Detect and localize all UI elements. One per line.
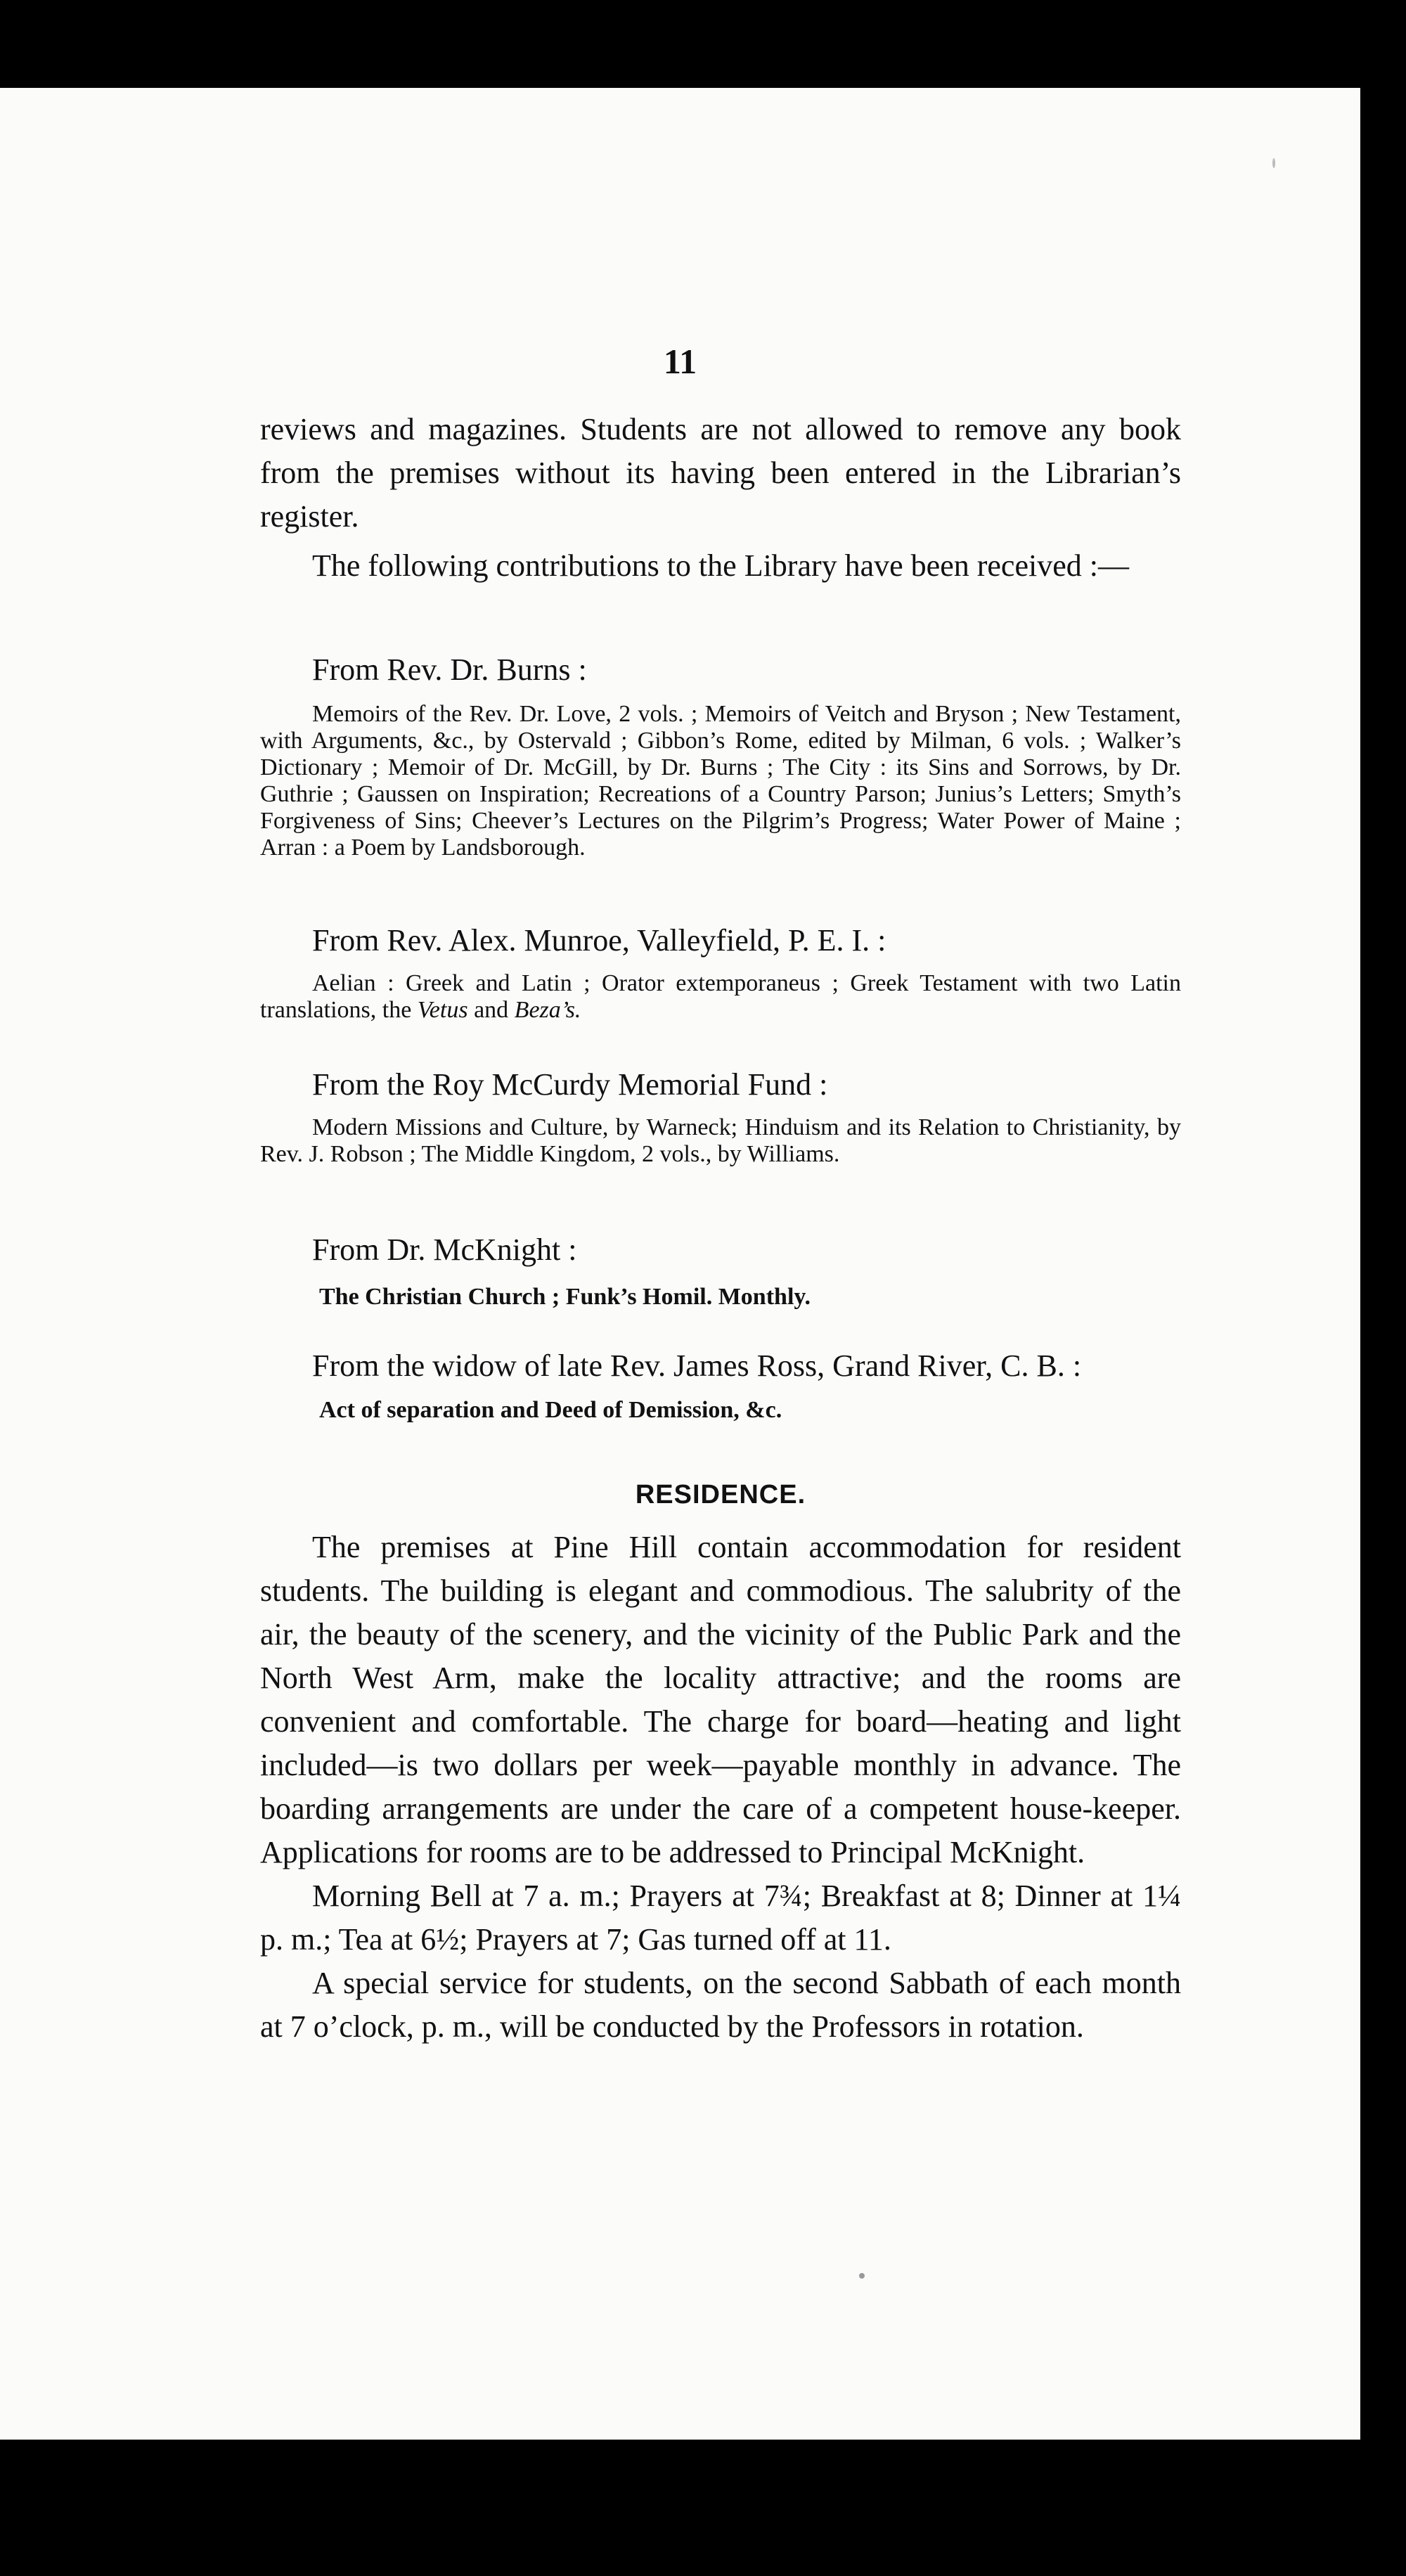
contribution-source: From Rev. Dr. Burns : <box>312 652 587 687</box>
page-number: 11 <box>663 342 697 381</box>
contribution-source: From Rev. Alex. Munroe, Valleyfield, P. E. I. : <box>312 923 886 958</box>
intro-section <box>260 408 1181 588</box>
contribution-items: Act of separation and Deed of Demission, &c. <box>319 1397 782 1423</box>
contribution-source: From the Roy McCurdy Memorial Fund : <box>312 1067 828 1102</box>
page-speck <box>859 2273 865 2279</box>
contribution-items <box>260 970 1181 1024</box>
contribution-items: Memoirs of the Rev. Dr. Love, 2 vols. ; Memoirs of Veitch and Bryson ; New Testament, with Arguments, &c., by Ostervald ; Gibbon’s Rome, edited by Milman, 6 vols. ; Walker’s Dictionary ; Memoir of Dr. McGill, by Dr. Burns ; The City : its Sins and Sorrows, by Dr. Guthrie ; Gaussen on Inspiration; Recreations of a Country Parson; Junius’s Letters; Smyth’s Forgiveness of Sins; Cheever’s Lectures on the Pilgrim’s Progress; Water Power of Maine ; Arran : a Poem by Landsborough. <box>260 701 1181 861</box>
section-heading: RESIDENCE. <box>635 1480 806 1509</box>
contribution-items: The Christian Church ; Funk’s Homil. Monthly. <box>319 1284 811 1310</box>
contribution-mccurdy <box>260 1065 1181 1168</box>
items-text: and <box>467 997 515 1023</box>
intro-paragraph: reviews and magazines. Students are not allowed to remove any book from the premises without its having been entered in the Librarian’s register. <box>260 412 1181 534</box>
contribution-ross <box>260 1346 1181 1425</box>
residence-paragraph: The premises at Pine Hill contain accommodation for resident students. The building is elegant and commodious. The salubrity of the air, the beauty of the scenery, and the vicinity of the Public Park and the North West Arm, make the locality attractive; and the rooms are convenient and comfortable. The charge for board—heating and light included—is two dollars per week—payable monthly in advance. The boarding arrangements are under the care of a competent house-keeper. Applications for rooms are to be addressed to Principal McKnight. <box>260 1530 1181 1869</box>
page-speck <box>1272 158 1275 168</box>
items-italic: Beza’s. <box>514 997 581 1023</box>
contributions-intro: The following contributions to the Library have been received :— <box>312 548 1129 583</box>
document-page <box>0 88 1360 2440</box>
contribution-mcknight <box>260 1230 1181 1312</box>
contribution-items: Modern Missions and Culture, by Warneck; Hinduism and its Relation to Christianity, by Rev. J. Robson ; The Middle Kingdom, 2 vols., by Williams. <box>260 1114 1181 1167</box>
contribution-munroe <box>260 921 1181 1024</box>
service-paragraph: A special service for students, on the second Sabbath of each month at 7 o’clock, p. m., will be conducted by the Professors in rotation. <box>260 1966 1181 2044</box>
contribution-source: From the widow of late Rev. James Ross, Grand River, C. B. : <box>312 1348 1082 1383</box>
items-italic: Vetus <box>417 997 468 1023</box>
schedule-paragraph: Morning Bell at 7 a. m.; Prayers at 7¾; Breakfast at 8; Dinner at 1¼ p. m.; Tea at 6½; Prayers at 7; Gas turned off at 11. <box>260 1879 1181 1957</box>
contribution-source: From Dr. McKnight : <box>312 1232 577 1267</box>
contribution-burns <box>260 650 1181 861</box>
residence-section <box>260 1480 1181 2049</box>
items-text: Aelian : Greek and Latin ; Orator extemporaneus ; Greek Testament with two Latin translations, the <box>260 970 1181 1023</box>
